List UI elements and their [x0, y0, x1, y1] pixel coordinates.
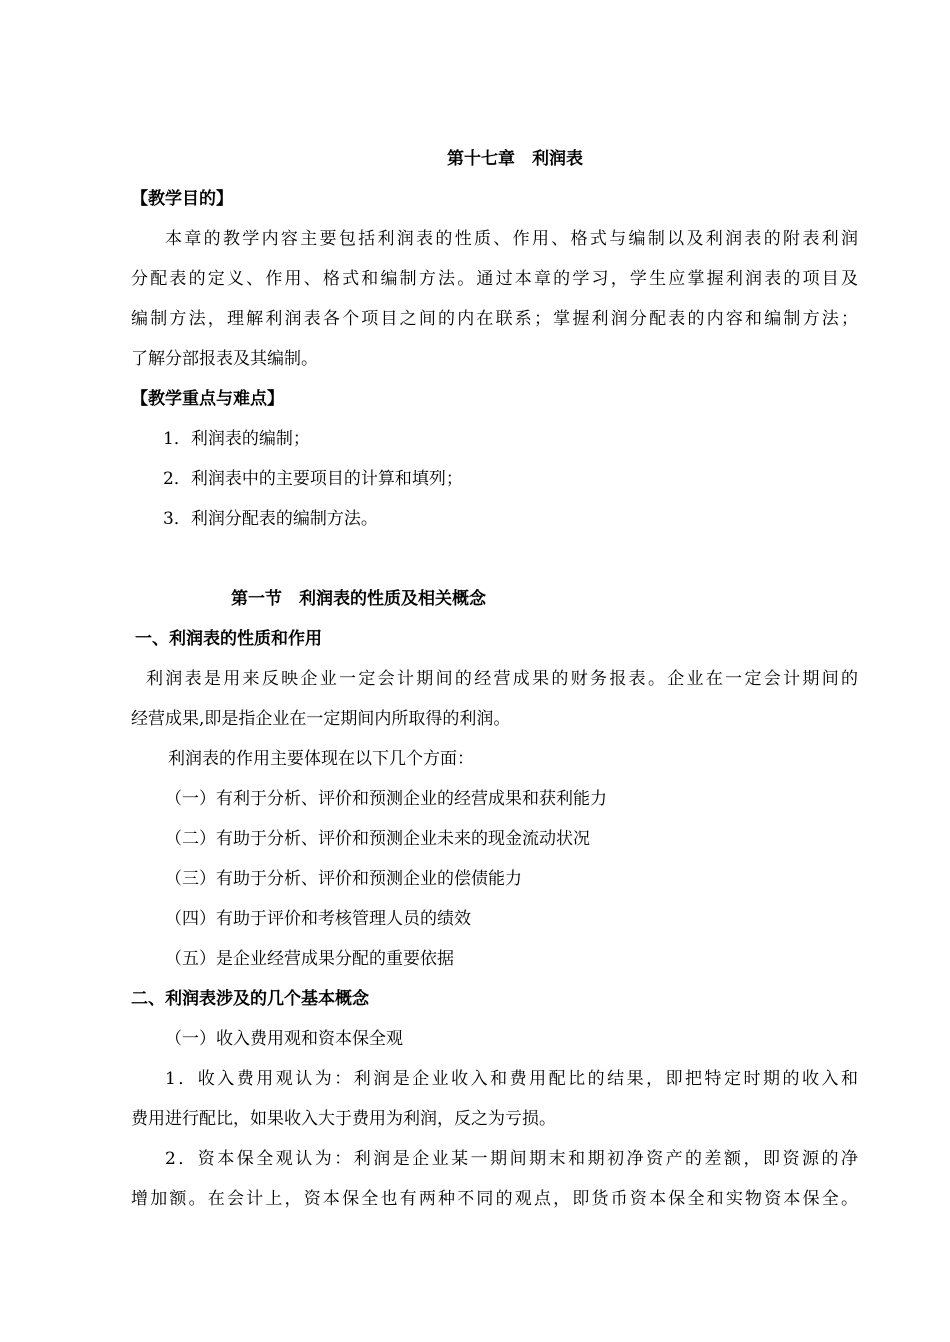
- key-point-item: 2．利润表中的主要项目的计算和填列；: [163, 469, 463, 489]
- objective-line: 了解分部报表及其编制。: [131, 349, 318, 369]
- chapter-title: 第十七章 利润表: [447, 149, 583, 169]
- part1-intro-line: 经营成果,即是指企业在一定期间内所取得的利润。: [131, 709, 511, 729]
- part2-paragraph-line: 增加额。在会计上，资本保全也有两种不同的观点，即货币资本保全和实物资本保全。: [131, 1189, 858, 1209]
- part2-subheading: （一）收入费用观和资本保全观: [165, 1029, 403, 1049]
- part2-paragraph-line: 2．资本保全观认为：利润是企业某一期间期末和期初净资产的差额，即资源的净: [165, 1149, 858, 1169]
- role-item: （三）有助于分析、评价和预测企业的偿债能力: [165, 869, 522, 889]
- role-item: （五）是企业经营成果分配的重要依据: [165, 949, 454, 969]
- role-item: （一）有利于分析、评价和预测企业的经营成果和获利能力: [165, 789, 607, 809]
- part2-paragraph-line: 1．收入费用观认为：利润是企业收入和费用配比的结果，即把特定时期的收入和: [165, 1069, 858, 1089]
- section-title: 第一节 利润表的性质及相关概念: [231, 589, 486, 609]
- role-item: （二）有助于分析、评价和预测企业未来的现金流动状况: [165, 829, 590, 849]
- part2-paragraph-line: 费用进行配比，如果收入大于费用为利润，反之为亏损。: [131, 1109, 556, 1129]
- key-point-item: 3．利润分配表的编制方法。: [163, 509, 378, 529]
- part1-intro-line: 利润表是用来反映企业一定会计期间的经营成果的财务报表。企业在一定会计期间的: [146, 669, 858, 689]
- objective-line: 本章的教学内容主要包括利润表的性质、作用、格式与编制以及利润表的附表利润: [165, 229, 858, 249]
- role-item: （四）有助于评价和考核管理人员的绩效: [165, 909, 471, 929]
- objective-line: 分配表的定义、作用、格式和编制方法。通过本章的学习，学生应掌握利润表的项目及: [131, 269, 858, 289]
- part1-heading: 一、利润表的性质和作用: [135, 629, 322, 649]
- key-points-heading: 【教学重点与难点】: [131, 389, 284, 409]
- part2-heading: 二、利润表涉及的几个基本概念: [131, 989, 369, 1009]
- objective-heading: 【教学目的】: [131, 189, 233, 209]
- key-point-item: 1．利润表的编制；: [163, 429, 310, 449]
- objective-line: 编制方法，理解利润表各个项目之间的内在联系；掌握利润分配表的内容和编制方法；: [131, 309, 858, 329]
- role-intro: 利润表的作用主要体现在以下几个方面：: [168, 749, 474, 769]
